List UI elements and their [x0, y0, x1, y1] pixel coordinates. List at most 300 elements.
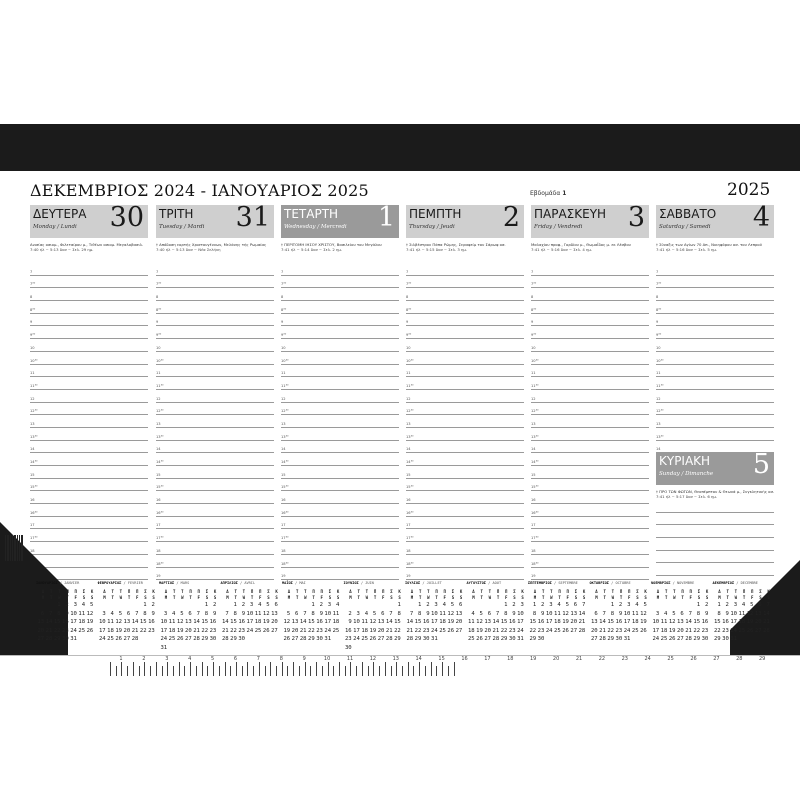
mini-day: 24 — [431, 627, 438, 634]
mini-day: 29 — [607, 636, 615, 642]
hour-label: 12³⁰ — [656, 409, 664, 414]
hour-row[interactable] — [30, 491, 148, 504]
hour-row[interactable] — [406, 428, 524, 441]
hour-row[interactable] — [156, 479, 274, 492]
mini-day: 3 — [434, 602, 438, 608]
ruler-tick — [442, 662, 443, 676]
hour-row[interactable] — [656, 428, 774, 441]
ruler-tick — [162, 666, 163, 676]
hour-row[interactable] — [281, 479, 399, 492]
ruler-tick — [225, 662, 226, 676]
mini-day: 20 — [377, 627, 385, 634]
mini-day: 9 — [319, 610, 323, 617]
mini-day: 12 — [562, 610, 569, 617]
hour-row[interactable] — [531, 263, 649, 276]
empty-cell — [106, 601, 114, 610]
hour-label: 15³⁰ — [531, 485, 539, 490]
hour-row[interactable] — [406, 339, 524, 352]
name-day-text: Μαλαχίου προφ., Γορδίου μ., Θωμαΐδος μ. εκ Λέσβου — [531, 242, 631, 247]
hour-row[interactable] — [531, 352, 649, 365]
mini-day: 5 — [565, 602, 569, 608]
mini-day: 18 — [78, 619, 86, 625]
ruler-number: 1 — [119, 656, 123, 662]
ruler-number: 8 — [279, 656, 283, 662]
hour-row[interactable] — [281, 466, 399, 479]
hour-label: 13³⁰ — [281, 434, 289, 439]
hour-row[interactable] — [281, 428, 399, 441]
hour-row[interactable] — [531, 517, 649, 530]
hour-label: 11 — [156, 371, 161, 376]
hour-row[interactable] — [406, 301, 524, 314]
hour-row[interactable] — [281, 453, 399, 466]
hour-row[interactable] — [531, 390, 649, 403]
mini-day: 14 — [299, 619, 307, 625]
hour-row[interactable] — [281, 568, 399, 581]
empty-cell — [282, 601, 290, 610]
ruler-tick — [236, 662, 237, 676]
hour-row[interactable] — [30, 441, 148, 454]
hour-row[interactable] — [656, 415, 774, 428]
hour-label: 7 — [281, 269, 284, 274]
weekday-letter: Π — [558, 589, 561, 594]
hour-label: 11³⁰ — [30, 383, 38, 388]
hour-row[interactable] — [30, 365, 148, 378]
ruler-tick — [202, 662, 203, 676]
hour-row[interactable] — [531, 314, 649, 327]
empty-cell — [491, 601, 499, 610]
hour-row[interactable] — [406, 403, 524, 416]
hour-row[interactable] — [156, 441, 274, 454]
note-line[interactable] — [656, 513, 774, 526]
mini-day: 21 — [385, 627, 393, 634]
ruler-tick — [379, 666, 380, 676]
hour-label: 7 — [156, 269, 159, 274]
hour-row[interactable] — [656, 301, 774, 314]
hour-label: 9³⁰ — [406, 333, 412, 338]
mini-day: 5 — [372, 610, 377, 617]
mini-day: 25 — [254, 627, 262, 634]
ruler-number: 25 — [667, 656, 674, 662]
hour-row[interactable] — [30, 479, 148, 492]
hour-row[interactable] — [156, 529, 274, 542]
mini-day: 25 — [660, 636, 668, 642]
mini-day: 10 — [353, 619, 360, 625]
mini-day: 11 — [660, 619, 668, 625]
hour-row[interactable] — [656, 403, 774, 416]
ruler-number: 6 — [233, 656, 238, 662]
hour-row[interactable] — [156, 403, 274, 416]
hour-row[interactable] — [406, 479, 524, 492]
hour-row[interactable] — [406, 390, 524, 403]
mini-day: 27 — [677, 636, 684, 642]
mini-month-name-fr: FEVRIER — [127, 581, 143, 585]
hour-row[interactable] — [656, 339, 774, 352]
hour-row[interactable] — [656, 352, 774, 365]
hour-row[interactable] — [531, 479, 649, 492]
hour-row[interactable] — [30, 339, 148, 352]
hour-row[interactable] — [656, 326, 774, 339]
weekday-letter: Τ — [541, 589, 545, 594]
ruler-tick — [322, 666, 323, 676]
mini-day: 23 — [422, 627, 430, 634]
mini-day: 29 — [201, 636, 209, 642]
mini-day: 9 — [704, 610, 709, 617]
note-line[interactable] — [656, 525, 774, 538]
weekday-letter: Δ — [656, 589, 660, 594]
hour-row[interactable] — [156, 263, 274, 276]
hour-row[interactable] — [531, 529, 649, 542]
hour-row[interactable] — [156, 301, 274, 314]
hour-row[interactable] — [30, 377, 148, 390]
hour-row[interactable] — [531, 555, 649, 568]
hour-row[interactable] — [156, 339, 274, 352]
mini-day: 9 — [541, 610, 545, 617]
hour-row[interactable] — [281, 339, 399, 352]
mini-day: 11 — [467, 619, 475, 625]
hour-row[interactable] — [30, 466, 148, 479]
hour-row[interactable] — [156, 466, 274, 479]
hour-label: 8 — [656, 295, 659, 300]
hour-row[interactable] — [406, 352, 524, 365]
hour-row[interactable] — [281, 517, 399, 530]
weekday-letter-en: W — [673, 595, 676, 600]
hour-row[interactable] — [656, 365, 774, 378]
mini-day: 15 — [308, 619, 315, 625]
empty-cell — [368, 601, 376, 610]
hour-row[interactable] — [531, 276, 649, 289]
hour-row[interactable] — [281, 365, 399, 378]
hour-label: 16³⁰ — [30, 510, 38, 515]
hour-row[interactable] — [30, 352, 148, 365]
hour-row[interactable] — [156, 428, 274, 441]
hour-row[interactable] — [281, 377, 399, 390]
hour-row[interactable] — [531, 365, 649, 378]
mini-day: 11 — [168, 619, 176, 625]
mini-day: 31 — [517, 636, 524, 642]
hour-row[interactable] — [30, 428, 148, 441]
hour-row[interactable] — [156, 377, 274, 390]
weekday-letter-en: T — [189, 595, 192, 600]
hour-row[interactable] — [281, 529, 399, 542]
mini-day: 25 — [168, 636, 176, 642]
hour-row[interactable] — [281, 415, 399, 428]
hour-row[interactable] — [656, 377, 774, 390]
mini-day: 14 — [45, 619, 53, 625]
hour-row[interactable] — [406, 441, 524, 454]
hour-row[interactable] — [281, 352, 399, 365]
mini-day: 28 — [685, 636, 692, 642]
ruler-tick — [328, 662, 329, 676]
mini-month-name-fr: AOUT — [492, 581, 502, 585]
hour-row[interactable] — [30, 390, 148, 403]
hour-row[interactable] — [406, 314, 524, 327]
hour-label: 18 — [281, 548, 286, 553]
mini-month-title: ΙΑΝΟΥΑΡΙΟΣ / JANVIER — [36, 581, 80, 585]
hour-label: 17 — [531, 523, 536, 528]
mini-month-title: ΑΠΡΙΛΙΟΣ / AVRIL — [220, 581, 256, 585]
day-subtitle: Saturday / Samedi — [659, 224, 711, 230]
weekday-letter: Σ — [697, 589, 701, 594]
hour-label: 11 — [656, 371, 661, 376]
empty-cell — [483, 601, 491, 610]
hour-row[interactable] — [156, 504, 274, 517]
mini-day: 2 — [65, 602, 69, 608]
mini-month-title: ΜΑΪΟΣ / MAI — [282, 581, 306, 585]
weekday-letter-en: S — [82, 595, 86, 600]
hour-row[interactable] — [156, 288, 274, 301]
hour-label: 12 — [531, 396, 536, 401]
mini-day: 29 — [53, 636, 61, 642]
mini-day: 2 — [241, 602, 246, 608]
mini-month — [467, 581, 525, 644]
ruler-tick — [287, 666, 288, 676]
weekday-letter: Κ — [275, 589, 278, 594]
hour-label: 18 — [406, 548, 411, 553]
hour-row[interactable] — [30, 263, 148, 276]
hour-row[interactable] — [406, 365, 524, 378]
mini-month-grid — [344, 589, 402, 652]
hour-label: 9 — [156, 320, 159, 325]
hour-row[interactable] — [406, 466, 524, 479]
hour-row[interactable] — [156, 517, 274, 530]
hour-label: 13 — [656, 421, 661, 426]
hour-row[interactable] — [531, 441, 649, 454]
hour-row[interactable] — [30, 301, 148, 314]
hour-row[interactable] — [531, 339, 649, 352]
mini-day: 22 — [693, 627, 701, 634]
hour-label: 12 — [281, 396, 286, 401]
weekday-letter: Τ — [418, 589, 422, 594]
hour-label: 10 — [656, 345, 661, 350]
hour-row[interactable] — [531, 466, 649, 479]
weekday-letter-en: S — [398, 595, 401, 600]
mini-day: 24 — [730, 627, 738, 634]
hour-label: 18³⁰ — [156, 561, 164, 566]
sun-times-text: 7:41 ήλ ~ 5:17 δυσ ~ Σελ. 6 ημ. — [656, 494, 718, 499]
hour-row[interactable] — [30, 415, 148, 428]
hour-row[interactable] — [406, 415, 524, 428]
hour-row[interactable] — [531, 403, 649, 416]
mini-day: 6 — [487, 610, 492, 617]
hour-row[interactable] — [156, 314, 274, 327]
note-line[interactable] — [656, 538, 774, 551]
hour-row[interactable] — [406, 263, 524, 276]
mini-day: 8 — [504, 610, 508, 617]
hour-row[interactable] — [156, 415, 274, 428]
weekday-letter: Δ — [103, 589, 106, 594]
hour-row[interactable] — [531, 568, 649, 581]
ruler-number: 13 — [392, 656, 399, 662]
hour-row[interactable] — [406, 542, 524, 555]
mini-day: 19 — [176, 627, 184, 634]
hour-row[interactable] — [656, 288, 774, 301]
hour-row[interactable] — [156, 352, 274, 365]
weekday-letter-en: M — [533, 595, 537, 600]
hour-row[interactable] — [281, 301, 399, 314]
hour-row[interactable] — [281, 555, 399, 568]
weekday-letter: Π — [127, 589, 131, 594]
hour-row[interactable] — [281, 491, 399, 504]
hour-row[interactable] — [656, 390, 774, 403]
weekday-letter-en: T — [619, 595, 623, 600]
mini-day: 26 — [369, 636, 377, 642]
weekday-letter-en: M — [164, 595, 168, 600]
hour-row[interactable] — [531, 504, 649, 517]
hour-row[interactable] — [281, 390, 399, 403]
hour-row[interactable] — [281, 403, 399, 416]
hour-row[interactable] — [406, 491, 524, 504]
hour-row[interactable] — [30, 288, 148, 301]
hour-row[interactable] — [281, 263, 399, 276]
mini-day: 1 — [717, 602, 721, 608]
hour-row[interactable] — [156, 491, 274, 504]
hour-row[interactable] — [531, 288, 649, 301]
mini-day: 2 — [151, 602, 155, 608]
mini-day: 26 — [176, 636, 184, 642]
mini-day: 30 — [722, 636, 729, 642]
hour-row[interactable] — [156, 365, 274, 378]
hour-row[interactable] — [531, 301, 649, 314]
weekday-letter-en: F — [628, 595, 631, 600]
hour-row[interactable] — [156, 555, 274, 568]
mini-day: 10 — [324, 610, 332, 617]
hour-row[interactable] — [406, 504, 524, 517]
mini-day: 7 — [766, 602, 770, 608]
hour-row[interactable] — [30, 504, 148, 517]
mini-day: 27 — [291, 636, 299, 642]
hour-row[interactable] — [406, 326, 524, 339]
hour-row[interactable] — [406, 453, 524, 466]
mini-day: 16 — [209, 619, 217, 625]
mini-day: 8 — [696, 610, 701, 617]
hour-row[interactable] — [531, 428, 649, 441]
hour-row[interactable] — [531, 415, 649, 428]
hour-row[interactable] — [281, 314, 399, 327]
mini-month-name: ΝΟΕΜΒΡΙΟΣ — [651, 581, 671, 585]
hour-label: 7 — [30, 269, 33, 274]
weekday-letter: Π — [505, 589, 508, 594]
weekday-letter-en: F — [566, 595, 569, 600]
mini-day: 12 — [86, 610, 94, 617]
hour-row[interactable] — [30, 276, 148, 289]
hour-row[interactable] — [531, 542, 649, 555]
mini-day: 11 — [254, 610, 262, 617]
mini-day: 9 — [65, 610, 69, 617]
hour-row[interactable] — [406, 288, 524, 301]
mini-day: 5 — [750, 602, 754, 608]
hour-label: 16³⁰ — [406, 510, 414, 515]
mini-day: 17 — [517, 619, 524, 625]
mini-month-name: ΜΑΡΤΙΟΣ — [159, 581, 175, 585]
empty-cell — [167, 601, 175, 610]
mini-day: 15 — [230, 619, 237, 625]
hour-row[interactable] — [156, 326, 274, 339]
hour-row[interactable] — [281, 288, 399, 301]
mini-day: 20 — [291, 627, 299, 634]
hour-row[interactable] — [406, 517, 524, 530]
hour-row[interactable] — [281, 441, 399, 454]
hour-row[interactable] — [281, 276, 399, 289]
mini-day: 18 — [332, 619, 340, 625]
empty-cell — [352, 601, 360, 610]
day-subtitle: Wednesday / Mercredi — [284, 224, 347, 230]
mini-month-title: ΙΟΥΝΙΟΣ / JUIN — [343, 581, 374, 585]
hour-label: 8³⁰ — [30, 307, 36, 312]
hour-row[interactable] — [406, 377, 524, 390]
hour-row[interactable] — [656, 276, 774, 289]
hour-row[interactable] — [281, 542, 399, 555]
mini-month-name: ΦΕΒΡΟΥΑΡΙΟΣ — [97, 581, 122, 585]
mini-day: 3 — [733, 602, 738, 608]
mini-day: 15 — [414, 619, 422, 625]
hour-row[interactable] — [406, 555, 524, 568]
hour-label: 7³⁰ — [30, 282, 36, 287]
mini-day: 20 — [590, 627, 598, 634]
hour-row[interactable] — [156, 542, 274, 555]
hour-row[interactable] — [656, 263, 774, 276]
weekday-letter: Κ — [521, 589, 524, 594]
mini-day: 3 — [356, 610, 360, 617]
day-name: ΚΥΡΙΑΚΗ — [659, 454, 711, 468]
mini-day: 22 — [308, 627, 315, 634]
mini-day: 21 — [685, 627, 692, 634]
hour-row[interactable] — [656, 314, 774, 327]
hour-label: 15 — [281, 472, 286, 477]
hour-row[interactable] — [30, 314, 148, 327]
mini-month-name-fr: OCTOBRE — [615, 581, 631, 585]
weekday-letter-en: W — [304, 595, 307, 600]
hour-row[interactable] — [406, 529, 524, 542]
mini-day: 26 — [668, 636, 676, 642]
hour-label: 12³⁰ — [406, 409, 414, 414]
hour-row[interactable] — [406, 568, 524, 581]
hour-row[interactable] — [30, 403, 148, 416]
hour-label: 19 — [531, 574, 536, 579]
ruler-tick — [282, 662, 283, 676]
hour-label: 16³⁰ — [156, 510, 164, 515]
note-line[interactable] — [656, 500, 774, 513]
hour-row[interactable] — [30, 453, 148, 466]
hour-row[interactable] — [531, 491, 649, 504]
hour-row[interactable] — [531, 326, 649, 339]
hour-row[interactable] — [406, 276, 524, 289]
hour-row[interactable] — [531, 453, 649, 466]
mini-day: 27 — [754, 627, 762, 634]
hour-row[interactable] — [156, 276, 274, 289]
weekday-letter: Π — [751, 589, 754, 594]
weekday-letter-en: M — [226, 595, 229, 600]
mini-day: 17 — [730, 619, 738, 625]
week-number: 1 — [562, 190, 567, 197]
hour-row[interactable] — [281, 504, 399, 517]
ruler-number: 19 — [530, 656, 537, 662]
hour-row[interactable] — [156, 390, 274, 403]
weekday-letter-en: S — [705, 595, 709, 600]
mini-month-title: ΙΟΥΛΙΟΣ / JUILLET — [405, 581, 442, 585]
mini-day: 16 — [148, 619, 155, 625]
ruler-tick — [454, 662, 455, 676]
hour-row[interactable] — [156, 453, 274, 466]
weekday-letter: Σ — [759, 589, 762, 594]
hour-label: 13³⁰ — [531, 434, 539, 439]
mini-day: 2 — [618, 602, 623, 608]
hour-row[interactable] — [30, 326, 148, 339]
hour-row[interactable] — [156, 568, 274, 581]
sun-times-text: 7:41 ήλ ~ 5:14 δυσ ~ Σελ. 2 ημ. — [281, 247, 343, 252]
mini-day: 11 — [554, 610, 561, 617]
hour-row[interactable] — [281, 326, 399, 339]
hour-row[interactable] — [531, 377, 649, 390]
